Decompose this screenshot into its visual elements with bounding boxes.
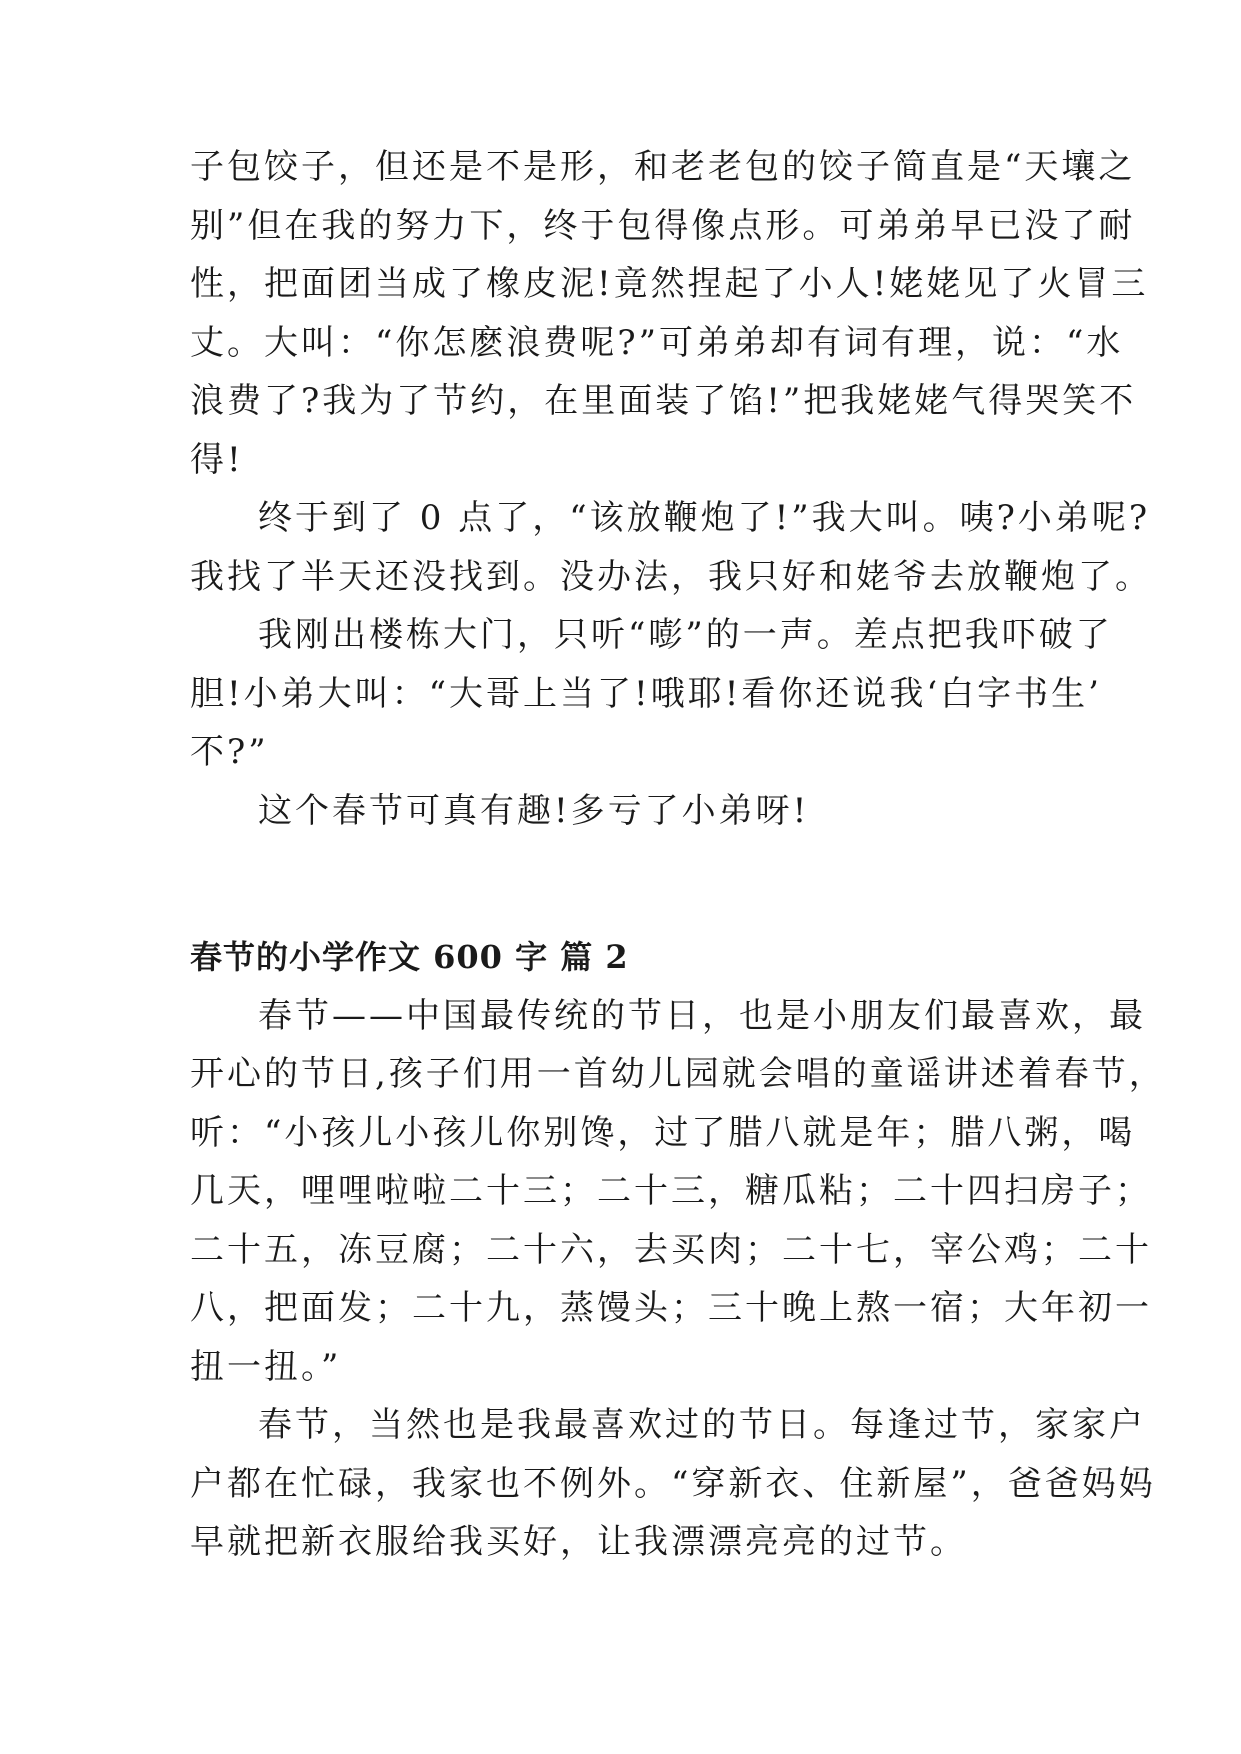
text-line: 扭一扭。” [190,1346,342,1387]
text-line: 终于到了 0 点了，“该放鞭炮了!”我大叫。咦?小弟呢? [258,498,1151,538]
text-line: 子包饺子，但还是不是形，和老老包的饺子简直是“天壤之 [190,147,1136,187]
text-line: 别”但在我的努力下，终于包得像点形。可弟弟早已没了耐 [190,205,1136,246]
text-line: 得! [190,439,244,480]
paragraph-5 [190,987,1166,1397]
paragraph-1 [190,138,1149,489]
paragraph-3 [190,606,1113,782]
text-line: 几天，哩哩啦啦二十三；二十三，糖瓜粘；二十四扫房子； [190,1171,1152,1211]
text-line: 听：“小孩儿小孩儿你别馋，过了腊八就是年；腊八粥，喝 [190,1112,1136,1153]
text-line: 浪费了?我为了节约，在里面装了馅!”把我姥姥气得哭笑不 [190,381,1137,421]
text-line: 不?” [190,732,269,772]
text-line: 开心的节日,孩子们用一首幼儿园就会唱的童谣讲述着春节， [190,1054,1166,1094]
text-line: 户都在忙碌，我家也不例外。“穿新衣、住新屋”，爸爸妈妈 [190,1463,1156,1504]
text-line: 丈。大叫：“你怎麽浪费呢?”可弟弟却有词有理，说：“水 [190,322,1124,363]
text-line: 八，把面发；二十九，蒸馒头；三十晚上熬一宿；大年初一 [190,1288,1152,1328]
text-line: 春节，当然也是我最喜欢过的节日。每逢过节，家家户 [258,1405,1146,1445]
text-line: 这个春节可真有趣!多亏了小弟呀! [258,790,810,831]
text-line: 我找了半天还没找到。没办法，我只好和姥爷去放鞭炮了。 [190,556,1152,597]
text-line: 胆!小弟大叫：“大哥上当了!哦耶!看你还说我‘白字书生’ [190,673,1102,714]
text-line: 二十五，冻豆腐；二十六，去买肉；二十七，宰公鸡；二十 [190,1229,1152,1270]
section-spacer [190,840,1070,928]
text-line: 早就把新衣服给我买好，让我漂漂亮亮的过节。 [190,1522,967,1562]
paragraph-6 [190,1396,1156,1572]
text-line: 春节——中国最传统的节日，也是小朋友们最喜欢，最 [258,995,1146,1036]
paragraph-4 [190,782,1070,841]
text-line: 性，把面团当成了橡皮泥!竟然捏起了小人!姥姥见了火冒三 [190,264,1149,304]
paragraph-2 [190,489,1152,606]
document-page [190,138,1166,1572]
text-line: 我刚出楼栋大门，只听“嘭”的一声。差点把我吓破了 [258,615,1113,655]
section-title: 春节的小学作文 600 字 篇 2 [190,938,629,976]
